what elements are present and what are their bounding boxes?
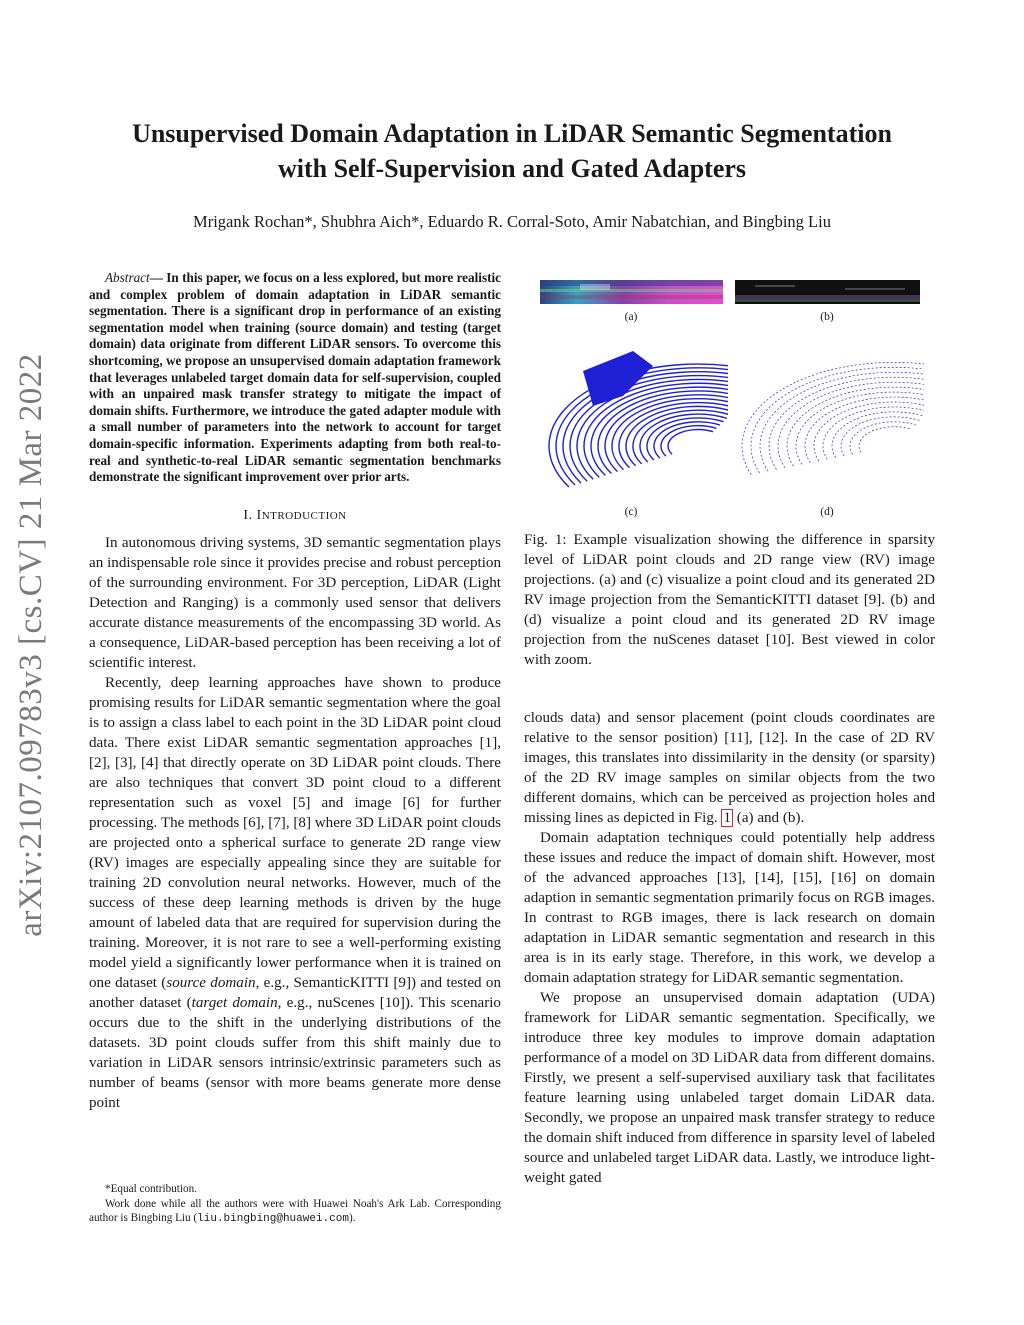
- scan-ring: [805, 397, 924, 463]
- scan-ring: [814, 402, 924, 461]
- title-line-1: Unsupervised Domain Adaptation in LiDAR Semantic Segmentation: [132, 119, 892, 148]
- right-p1-text-a: clouds data) and sensor placement (point clouds coordinates are relative to the sensor position) [11], [12]. In the case of 2D RV images, this translates into dissimilarity in the density (or sparsity) of the 2D RV image samples on similar objects from the two different domains, which can be perceived as projection holes and missing lines as depicted in Fig.: [524, 710, 935, 826]
- footnote-work-text: Work done while all the authors were with Huawei Noah's Ark Lab. Corresponding author is Bingbing Liu (: [89, 1197, 501, 1224]
- scan-ring: [640, 414, 727, 462]
- right-p1-text-b: (a) and (b).: [733, 810, 805, 826]
- intro-p2-source-domain: source domain: [166, 974, 256, 991]
- figure-1c-label: (c): [624, 506, 638, 518]
- footnotes: [89, 1182, 501, 1227]
- scan-ring: [787, 387, 924, 466]
- right-paragraph-1: [524, 708, 935, 828]
- title-line-2: with Self-Supervision and Gated Adapters: [277, 154, 747, 183]
- figure-1d-point-cloud: [734, 326, 924, 496]
- figure-1d-label: (d): [820, 506, 834, 518]
- footnote-email-link[interactable]: liu.bingbing@huawei.com: [197, 1213, 349, 1225]
- footnote-end: ).: [348, 1212, 356, 1224]
- figure-1a-label: (a): [624, 311, 638, 323]
- intro-paragraph-1: In autonomous driving systems, 3D semantic segmentation plays an indispensable role since it provides precise and robust perception of the surrounding environment. For 3D perception, LiDAR (Light Detection and Ranging) is a commonly used sensor that delivers accurate distance measurements of the encompassing 3D world. As a consequence, LiDAR-based perception has been receiving a lot of scientific interest.: [89, 534, 501, 671]
- footnote-equal-contribution: *Equal contribution.: [105, 1183, 197, 1195]
- figure-1: [524, 268, 935, 528]
- section-heading-rest: NTRODUCTION: [261, 509, 347, 522]
- right-paragraph-3: We propose an unsupervised domain adaptation (UDA) framework for LiDAR semantic segmentation. Specifically, we introduce three key modules to improve domain adaptation performance of a model on 3D LiDAR data from different domains. Firstly, we present a self-supervised auxiliary task that facilitates feature learning using unlabeled target domain LiDAR data. Secondly, we propose an unpaired mask transfer strategy to reduce the domain shift induced from difference in sparsity level of labeled source and unlabeled target LiDAR data. Lastly, we introduce light-weight gated: [524, 990, 935, 1186]
- scan-ring: [778, 382, 924, 468]
- section-heading-introduction: [89, 506, 501, 526]
- figure-1b-label: (b): [820, 311, 834, 323]
- intro-p2-text-a: Recently, deep learning approaches have shown to produce promising results for LiDAR semantic segmentation where the goal is to assign a class label to each point in the 3D LiDAR point cloud data. There exist LiDAR semantic segmentation approaches [1], [2], [3], [4] that directly operate on 3D LiDAR point clouds. There are also techniques that convert 3D point cloud to a different representation such as voxel [5] and image [6] for further processing. The methods [6], [7], [8] where 3D LiDAR point clouds are projected onto a spherical surface to generate 2D range view (RV) images are especially appealing since they are suitable for training 2D convolution neural networks. However, much of the success of these deep learning methods is driven by the huge amount of labeled data that are required for supervision during the training. Moreover, it is not rare to see a well-performing existing model yield a significantly lower performance when it is trained on one dataset (: [89, 674, 501, 991]
- abstract-body: — In this paper, we focus on a less explored, but more realistic and complex problem of domain adaptation in LiDAR semantic segmentation. There is a significant drop in performance of an existing segmentation model when training (source domain) and testing (target domain) data originate from different LiDAR sensors. To overcome this shortcoming, we propose an unsupervised domain adaptation framework that leverages unlabeled target domain data for self-supervision, coupled with an unpaired mask transfer strategy to mitigate the impact of domain shifts. Furthermore, we introduce the gated adapter module with a small number of parameters into the network to account for target domain-specific information. Experiments adapting from both real-to-real and synthetic-to-real LiDAR semantic segmentation benchmarks demonstrate the significant improvement over prior arts.: [89, 270, 501, 485]
- abstract: [89, 270, 501, 486]
- scan-ring: [591, 387, 728, 475]
- scan-ring: [751, 367, 924, 473]
- figure-1c-point-cloud: [538, 326, 728, 496]
- figure-reference-link[interactable]: 1: [723, 810, 732, 826]
- scan-ring: [668, 430, 713, 455]
- section-numeral: I.: [243, 507, 257, 523]
- intro-p2-text-c: , e.g., nuScenes [10]). This scenario occurs due to the shift in the underlying distributions of the datasets. 3D point clouds suffer from this shift mainly due to variation in LiDAR sensors intrinsic/extrinsic parameters such as number of beams (sensor with more beams generate more dense point: [89, 994, 501, 1111]
- figure-1a-range-image: [540, 280, 723, 304]
- scan-ring: [647, 418, 724, 460]
- figure-1-caption: Fig. 1: Example visualization showing the difference in sparsity level of LiDAR point clouds and 2D range view (RV) image projections. (a) and (c) visualize a point cloud and its generated 2D RV image projection from the SemanticKITTI dataset [9]. (b) and (d) visualize a point cloud and its generated 2D RV image projection from the nuScenes dataset [10]. Best viewed in color with zoom.: [524, 532, 935, 668]
- abstract-label: Abstract: [105, 270, 150, 285]
- author-list: Mrigank Rochan*, Shubhra Aich*, Eduardo R. Corral-Soto, Amir Nabatchian, and Bingbing Liu: [193, 212, 831, 231]
- figure-1b-range-image: [735, 280, 920, 304]
- right-paragraph-2: Domain adaptation techniques could potentially help address these issues and reduce the impact of domain shift. However, most of the advanced approaches [13], [14], [15], [16] on domain adaption in semantic segmentation primarily focus on RGB images. In contrast to RGB images, there is lack research on domain adaptation in LiDAR semantic segmentation and research in this area is in its early stage. Therefore, in this work, we develop a domain adaptation strategy for LiDAR semantic segmentation.: [524, 830, 935, 986]
- scan-ring: [850, 422, 916, 454]
- section-heading-initial: I: [256, 507, 262, 523]
- scan-ring: [841, 417, 921, 456]
- intro-paragraph-2: [89, 673, 501, 1113]
- scan-ring: [859, 427, 912, 453]
- scan-ring: [832, 412, 924, 458]
- footnote-affiliation: [89, 1197, 501, 1227]
- arxiv-identifier: arXiv:2107.09783v3 [cs.CV] 21 Mar 2022: [13, 353, 49, 937]
- right-column: [524, 708, 935, 1188]
- scan-ring: [563, 372, 728, 483]
- intro-p2-target-domain: target domain: [191, 994, 278, 1011]
- intro-p2-text-b: , e.g., SemanticKITTI [9]) and tested on another dataset (: [89, 974, 501, 1011]
- paper-title: [60, 116, 964, 186]
- left-column: [89, 270, 501, 1113]
